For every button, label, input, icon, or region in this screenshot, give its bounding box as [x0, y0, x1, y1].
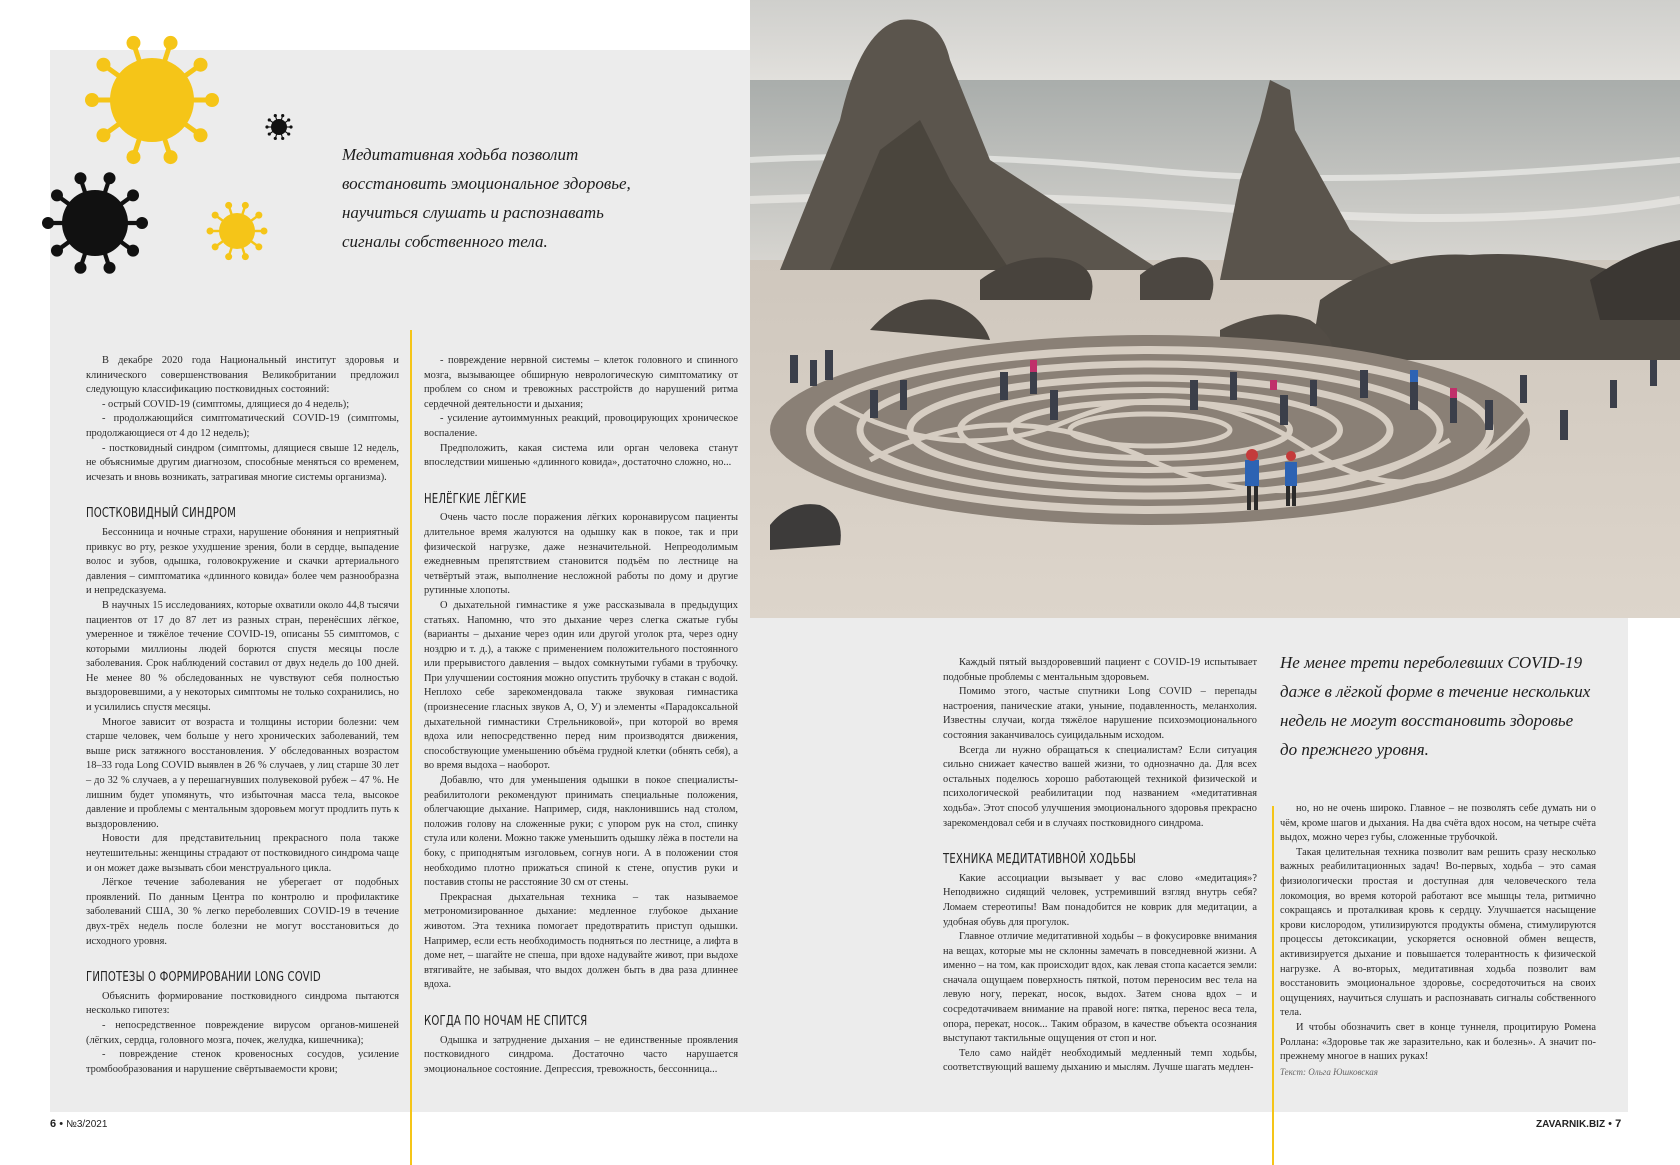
- pull-quote-line: научиться слушать и распознавать: [342, 203, 604, 222]
- paragraph: Одышка и затруднение дыхания – не единственные проявления постковидного синдрома. Достаточно часто нарушается эмоциональное состояние. Депрессия, тревожность, бессонница...: [424, 1034, 738, 1075]
- bullet-separator: •: [1608, 1118, 1612, 1130]
- paragraph: В декабре 2020 года Национальный институт здоровья и клинического совершенствования Великобритании предложил следующую классификацию постковидных состояний:: [86, 355, 399, 396]
- section-heading: НЕЛЁГКИЕ ЛЁГКИЕ: [424, 491, 527, 507]
- paragraph: Лёгкое течение заболевания не уберегает от подобных проявлений. По данным Центра по контролю и профилактике заболеваний США, 30 % легко переболевших COVID-19 в течение двух-трёх недель после болезни не могут восстановиться до исходного уровня.: [86, 877, 399, 947]
- paragraph: Главное отличие медитативной ходьбы – в фокусировке внимания на вещах, которые мы не склонны замечать в повседневной жизни. А именно – на том, как происходит вдох, как левая стопа касается земли: сначала ощущаем поверхность пяткой, потом переносим вес тела на левую ногу, перекат, носок, выдох. Затем снова вдох – и сосредотачиваем внимание на правой ноге: пятка, перенос веса тела, опора, перекат, носок... Таким образом, в качестве объекта осознания выступают тактильные ощущения от стоп и ног.: [943, 931, 1257, 1045]
- paragraph: Очень часто после поражения лёгких коронавирусом пациенты длительное время жалуются на одышку как в покое, так и при физической нагрузке, даже незначительной. Непреодолимым ежедневным препятствием становится подъём по лестнице на четвёртый этаж, выполнение несложной работы по дому и другие рутинные хлопоты.: [424, 512, 738, 597]
- text-column-3: [943, 656, 1257, 1076]
- list-item: - острый COVID-19 (симптомы, длящиеся до 4 недель);: [102, 398, 350, 410]
- bullet-separator: •: [59, 1118, 64, 1130]
- pull-quote-bottom: [1280, 648, 1660, 764]
- virus-yellow-small-icon: [206, 200, 268, 262]
- paragraph: Всегда ли нужно обращаться к специалистам? Если ситуация сильно снижает качество вашей жизни, то однозначно да. Для всех остальных поделюсь хорошо работающей техникой физической и психологической реабилитации под названием «медитативная ходьба». Этот способ улучшения эмоционального здоровья прекрасно зарекомендовал себя и в случаях постковидного синдрома.: [943, 744, 1257, 829]
- pull-quote-line: Медитативная ходьба позволит: [342, 145, 579, 164]
- section-heading: ГИПОТЕЗЫ О ФОРМИРОВАНИИ LONG COVID: [86, 970, 321, 986]
- pull-quote-line: восстановить эмоциональное здоровье,: [342, 174, 631, 193]
- list-item: - непосредственное повреждение вирусом органов-мишеней (лёгких, сердца, головного мозга, почек, желудка, кишечника);: [86, 1019, 399, 1046]
- text-column-4: [1280, 802, 1596, 1079]
- pull-quote-line: Не менее трети переболевших COVID-19: [1280, 653, 1583, 672]
- column-divider: [410, 330, 412, 1165]
- list-item: - усиление аутоиммунных реакций, провоцирующих хроническое воспаление.: [424, 413, 738, 439]
- virus-black-large-icon: [40, 168, 150, 278]
- section-heading: КОГДА ПО НОЧАМ НЕ СПИТСЯ: [424, 1013, 588, 1029]
- paragraph: Бессонница и ночные страхи, нарушение обоняния и неприятный привкус во рту, резкое ухудшение зрения, боли в сердце, выпадение волос и зубов, одышка, головокружение и скачки артериального давления – симптоматика «длинного ковида» более чем разнообразна и непредсказуема.: [86, 526, 399, 597]
- paragraph: Такая целительная техника позволит вам решить сразу несколько важных реабилитационных задач! Во-первых, ходьба – это самая физиологически простая и доступная для человеческого тела локомоция, во время которой работают все мышцы тела, ритмично сокращаясь и проталкивая кровь к сердцу. Улучшается насыщение крови кислородом, утилизируются продукты обмена, стимулируются процессы детоксикации, ускоряется основной обмен веществ, активизируется дыхание и повышается толерантность к физической нагрузке. А во-вторых, медитативная ходьба позволит вам восстановить эмоциональное здоровье, сосредоточиться на своих ощущениях, научиться слушать и распознавать сигналы собственного тела.: [1280, 846, 1596, 1019]
- list-item: - постковидный синдром (симптомы, длящиеся свыше 12 недель, не объяснимые другим диагнозом, способные меняться со временем, исчезать и вновь возникать, затрагивая многие системы организма).: [86, 442, 399, 483]
- paragraph: Предположить, какая система или орган человека станут впоследствии мишенью «длинного ковида», достаточно сложно, но...: [424, 442, 738, 469]
- paragraph: О дыхательной гимнастике я уже рассказывала в предыдущих статьях. Напомню, что это дыхание через слегка сжатые губы (варианты – дыхание через один или другой уголок рта, через одну ноздрю и т. д.), а также с применением положительного постоянного или прерывистого давления – выдох сомкнутыми губами в трубочку. При улучшении состояния можно опустить трубочку в стакан с водой. Неплохо себе зарекомендовала также звуковая гимнастика (произнесение гласных звуков А, О, У) и элементы «Парадоксальной дыхательной гимнастики Стрельниковой», при которой во время вдоха или непосредственно перед ним производятся движения, способствующие уменьшению объёма грудной клетки (обнять себя), а во время выдоха – наоборот.: [424, 599, 738, 772]
- pull-quote-top: [342, 140, 742, 256]
- paragraph: Прекрасная дыхательная техника – так называемое метрономизированное дыхание: медленное глубокое дыхание животом. Эта техника помогает предотвратить приступ одышки. Например, если есть необходимость подняться по лестнице, а лифта в доме нет, – шагайте не спеша, при вдохе надувайте живот, при выдохе втягивайте, не забывая, что выдох должен быть в два раза длиннее вдоха.: [424, 891, 738, 991]
- paragraph: И чтобы обозначить свет в конце туннеля, процитирую Ромена Роллана: «Здоровье так же заразительно, как и болезнь». А значит по-прежнему многое в наших руках!: [1280, 1021, 1596, 1063]
- beach-labyrinth-photo: [750, 0, 1680, 618]
- virus-black-small-icon: [264, 112, 294, 142]
- paragraph: но, но не очень широко. Главное – не позволять себе думать ни о чём, кроме шагов и дыхания. На два счёта вдох носом, на четыре счёта выдох, можно через губы, сложенные трубочкой.: [1280, 803, 1596, 844]
- paragraph: В научных 15 исследованиях, которые охватили около 44,8 тысячи пациентов от 17 до 87 лет из разных стран, перенёсших лёгкое, умеренное и тяжёлое течение COVID-19, описаны 55 симптомов, с которыми миллионы людей борются спустя месяцы после заболевания. Срок наблюдений составил от двух недель до 100 дней. Не менее 80 % обследованных не чувствуют себя полностью выздоровевшими, а у некоторых симптомы не только сохранились, но и усилились спустя месяцы.: [86, 599, 399, 714]
- author-credit: Текст: Ольга Юшковская: [1280, 1066, 1378, 1077]
- paragraph: Какие ассоциации вызывает у вас слово «медитация»? Неподвижно сидящий человек, устремивший взгляд внутрь себя? Ломаем стереотипы! Вам понадобится не коврик для медитации, а удобная обувь для прогулок.: [943, 872, 1257, 928]
- pull-quote-line: недель не могут восстановить здоровье: [1280, 711, 1574, 730]
- page-number: 7: [1615, 1118, 1622, 1130]
- pull-quote-line: до прежнего уровня.: [1280, 740, 1429, 759]
- issue-number: №3/2021: [66, 1119, 108, 1130]
- paragraph: Каждый пятый выздоровевший пациент с COVID-19 испытывает подобные проблемы с ментальным здоровьем.: [943, 657, 1257, 683]
- text-column-2: [424, 354, 738, 1077]
- list-item: - повреждение стенок кровеносных сосудов, усиление тромбообразования и нарушение свёртываемости крови;: [86, 1049, 399, 1075]
- footer-left: [50, 1118, 107, 1130]
- list-item: - повреждение нервной системы – клеток головного и спинного мозга, вызывающее обширную неврологическую симптоматику от проблем со сном и тревожных расстройств до нарушений ритма сердечной деятельности и дыхания;: [424, 355, 738, 410]
- text-column-1: [86, 354, 399, 1077]
- paragraph: Добавлю, что для уменьшения одышки в покое специалисты-реабилитологи рекомендуют принимать специальные положения, облегчающие дыхание. Например, сидя, наклонившись над столом, положив голову на сложенные руки; с упором рук на стол, спинку стула или колени. Можно также уменьшить одышку лёжа в постели на боку, с приподнятым изголовьем, согнув ноги. А в положении стоя необходимо плотно прижаться спиной к стене, опустив руки и поставив стопы не расстояние 30 см от стены.: [424, 775, 738, 889]
- list-item: - продолжающийся симптоматический COVID-19 (симптомы, продолжающиеся от 4 до 12 недель);: [86, 413, 399, 439]
- paragraph: Новости для представительниц прекрасного пола также неутешительны: женщины страдают от постковидного синдрома чаще и он может даже вызывать сбои менструального цикла.: [86, 833, 399, 874]
- pull-quote-line: сигналы собственного тела.: [342, 232, 548, 251]
- footer-right: [1536, 1118, 1621, 1130]
- paragraph: Многое зависит от возраста и толщины истории болезни: чем старше человек, чем больше у него хронических заболеваний, тем выше риск затяжного восстановления. У обследованных возрастом 18–33 года Long COVID выявлен в 26 % случаев, у лиц старше 30 лет – до 32 % случаев, а у перешагнувших полувековой рубеж – 47 %. Не лишним будет упомянуть, что избыточная масса тела, высокое давление и проблемы с ментальным здоровьем могут продлить путь к выздоровлению.: [86, 716, 399, 830]
- section-heading: ПОСТКОВИДНЫЙ СИНДРОМ: [86, 506, 237, 522]
- page-number: 6: [50, 1118, 57, 1130]
- column-divider: [1272, 806, 1274, 1165]
- virus-yellow-large-icon: [82, 30, 222, 170]
- section-heading: ТЕХНИКА МЕДИТАТИВНОЙ ХОДЬБЫ: [943, 852, 1136, 868]
- paragraph: Объяснить формирование постковидного синдрома пытаются несколько гипотез:: [86, 990, 399, 1017]
- pull-quote-line: даже в лёгкой форме в течение нескольких: [1280, 682, 1591, 701]
- paragraph: Тело само найдёт необходимый медленный темп ходьбы, соответствующий вашему дыханию и мыслям. Лучше шагать медлен-: [943, 1047, 1257, 1074]
- site-name: ZAVARNIK.BIZ: [1536, 1119, 1606, 1130]
- paragraph: Помимо этого, частые спутники Long COVID – перепады настроения, панические атаки, уныние, подавленность, меланхолия. Известны случаи, когда тяжёлое нарушение психоэмоционального состояния заканчивалось суицидальным исходом.: [943, 686, 1257, 741]
